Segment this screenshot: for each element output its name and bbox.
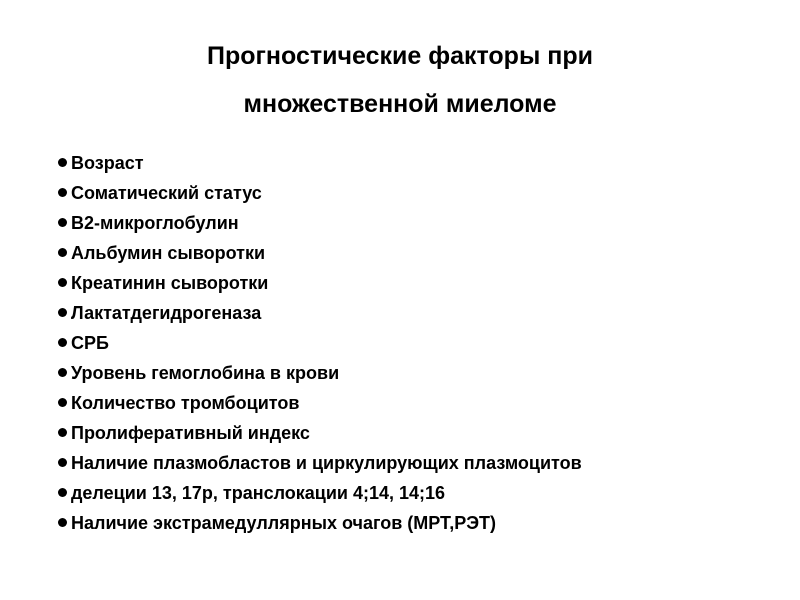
bullet-item-ldh (58, 298, 582, 328)
bullet-item-plasmablasts (58, 448, 582, 478)
bullet-icon (58, 188, 67, 197)
bullet-icon (58, 398, 67, 407)
bullet-item-extramedullary (58, 508, 582, 538)
bullet-text: Лактатдегидрогеназа (71, 302, 262, 323)
bullet-text: СРБ (71, 332, 109, 353)
bullet-icon (58, 218, 67, 227)
bullet-text: B2-микроглобулин (71, 212, 239, 233)
bullet-icon (58, 308, 67, 317)
bullet-item-somatic-status (58, 178, 582, 208)
bullet-item-age (58, 148, 582, 178)
bullet-text: Креатинин сыворотки (71, 272, 269, 293)
bullet-text: Наличие плазмобластов и циркулирующих плазмоцитов (71, 452, 582, 473)
title-line-1: Прогностические факторы при (207, 42, 593, 70)
slide-title (0, 32, 800, 128)
bullet-text: Возраст (71, 152, 144, 173)
bullet-icon (58, 488, 67, 497)
bullet-text: Наличие экстрамедуллярных очагов (МРТ,РЭТ) (71, 512, 497, 533)
bullet-item-proliferative-index (58, 418, 582, 448)
bullet-icon (58, 338, 67, 347)
bullet-text: делеции 13, 17р, транслокации 4;14, 14;16 (71, 482, 446, 503)
bullet-text: Уровень гемоглобина в крови (71, 362, 340, 383)
bullet-text: Альбумин сыворотки (71, 242, 266, 263)
title-line-2: множественной миеломе (243, 90, 557, 118)
bullet-text: Количество тромбоцитов (71, 392, 300, 413)
bullet-icon (58, 458, 67, 467)
bullet-item-crp (58, 328, 582, 358)
bullet-text: Пролиферативный индекс (71, 422, 310, 443)
bullet-list (58, 148, 582, 538)
bullet-icon (58, 368, 67, 377)
bullet-item-b2-microglobulin (58, 208, 582, 238)
bullet-icon (58, 278, 67, 287)
bullet-item-hemoglobin (58, 358, 582, 388)
bullet-item-deletions-translocations (58, 478, 582, 508)
bullet-text: Соматический статус (71, 182, 262, 203)
bullet-icon (58, 518, 67, 527)
bullet-item-serum-albumin (58, 238, 582, 268)
bullet-icon (58, 158, 67, 167)
bullet-item-serum-creatinine (58, 268, 582, 298)
bullet-item-platelets (58, 388, 582, 418)
bullet-icon (58, 248, 67, 257)
bullet-icon (58, 428, 67, 437)
